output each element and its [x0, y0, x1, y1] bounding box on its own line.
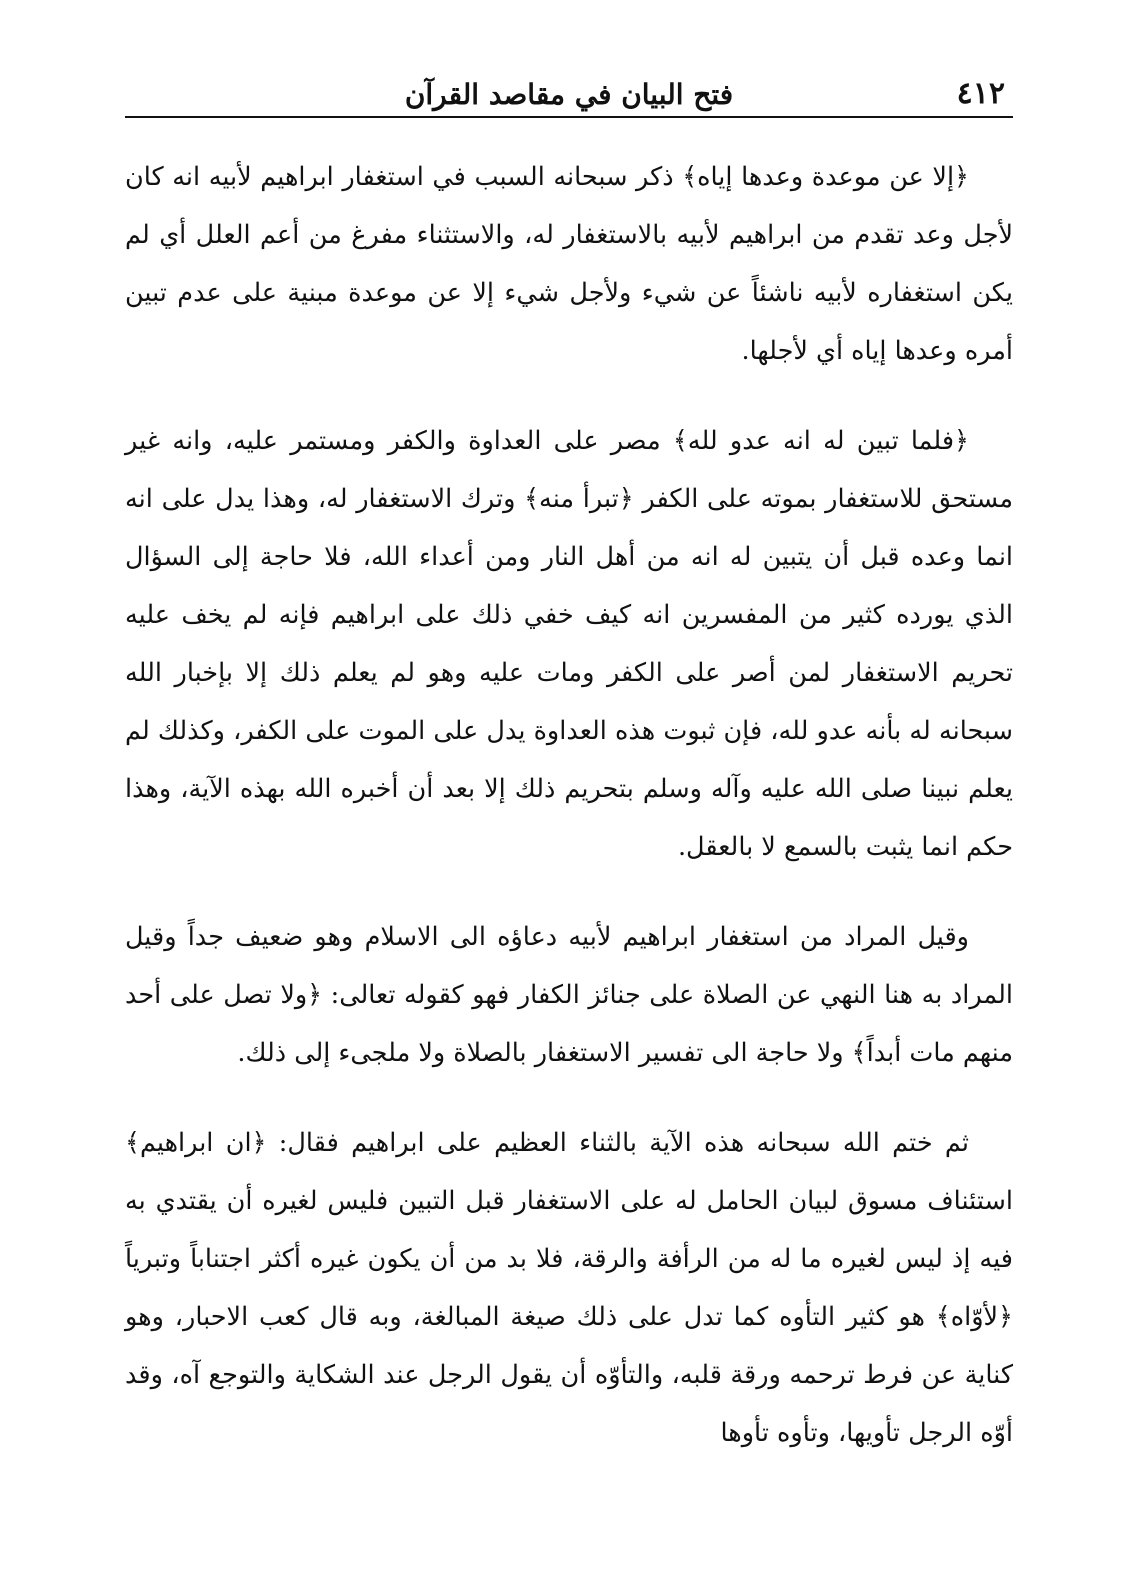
paragraph-text: وقيل المراد من استغفار ابراهيم لأبيه دعاؤه الى الاسلام وهو ضعيف جداً وقيل المراد به هنا النهي عن الصلاة على جنائز الكفار فهو كقوله تعالى: ﴿ولا تصل على أحد منهم مات أبداً﴾ ولا حاجة الى تفسير الاستغفار بالصلاة ولا ملجىء إلى ذلك. — [125, 922, 1013, 1068]
paragraph-gap — [125, 380, 1013, 412]
paragraph-gap — [125, 876, 1013, 908]
paragraph-text: ﴿إلا عن موعدة وعدها إياه﴾ ذكر سبحانه السبب في استغفار ابراهيم لأبيه انه كان لأجل وعد تقدم من ابراهيم لأبيه بالاستغفار له، والاستثناء مفرغ من أعم العلل أي لم يكن استغفاره لأبيه ناشئاً عن شيء ولأجل شيء إلا عن موعدة مبنية على عدم تبين أمره وعدها إياه أي لأجلها. — [125, 162, 1013, 366]
paragraph-text: ثم ختم الله سبحانه هذه الآية بالثناء العظيم على ابراهيم فقال: ﴿ان ابراهيم﴾ استئناف مسوق لبيان الحامل له على الاستغفار قبل التبين فليس لغيره أن يقتدي به فيه إذ ليس لغيره ما له من الرأفة والرقة، فلا بد من أن يكون غيره أكثر اجتناباً وتبرياً ﴿لأوّاه﴾ هو كثير التأوه كما تدل على ذلك صيغة المبالغة، وبه قال كعب الاحبار، وهو كناية عن فرط ترحمه ورقة قلبه، والتأوّه أن يقول الرجل عند الشكاية والتوجع آه، وقد أوّه الرجل تأويها، وتأوه تأوها — [125, 1128, 1013, 1448]
paragraph — [125, 148, 1013, 380]
paragraph-gap — [125, 1082, 1013, 1114]
paragraph-text: ﴿فلما تبين له انه عدو لله﴾ مصر على العداوة والكفر ومستمر عليه، وانه غير مستحق للاستغفار بموته على الكفر ﴿تبرأ منه﴾ وترك الاستغفار له، وهذا يدل على انه انما وعده قبل أن يتبين له انه من أهل النار ومن أعداء الله، فلا حاجة إلى السؤال الذي يورده كثير من المفسرين انه كيف خفي ذلك على ابراهيم فإنه لم يخف عليه تحريم الاستغفار لمن أصر على الكفر ومات عليه وهو لم يعلم ذلك إلا بإخبار الله سبحانه له بأنه عدو لله، فإن ثبوت هذه العداوة يدل على الموت على الكفر، وكذلك لم يعلم نبينا صلى الله عليه وآله وسلم بتحريم ذلك إلا بعد أن أخبره الله بهذه الآية، وهذا حكم انما يثبت بالسمع لا بالعقل. — [125, 426, 1013, 862]
paragraph — [125, 908, 1013, 1082]
page-header — [125, 70, 1013, 118]
running-title: فتح البيان في مقاصد القرآن — [404, 78, 734, 111]
paragraph — [125, 412, 1013, 876]
page-body — [125, 148, 1013, 1462]
page-number: ٤١٢ — [956, 76, 1005, 111]
paragraph — [125, 1114, 1013, 1462]
